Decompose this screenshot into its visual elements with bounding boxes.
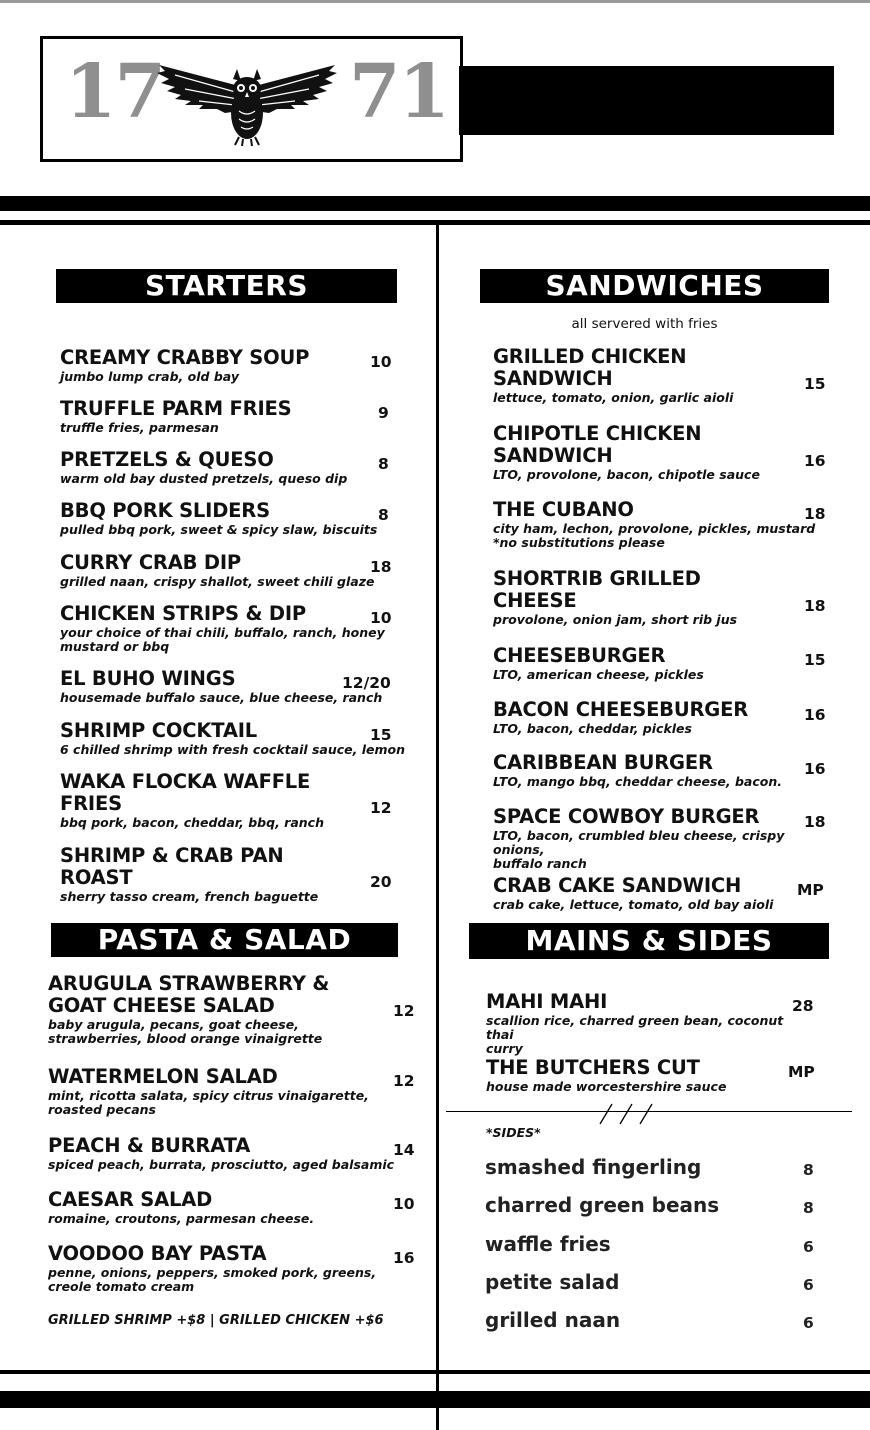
- item-price: 8: [378, 506, 389, 524]
- slash-ornament-icon: [596, 1102, 666, 1126]
- item-name: TRUFFLE PARM FRIES: [60, 397, 292, 420]
- item-description: grilled naan, crispy shallot, sweet chili glaze: [60, 574, 375, 589]
- item-price: 28: [792, 997, 814, 1015]
- menu-item: [60, 552, 420, 589]
- item-name: CURRY CRAB DIP: [60, 551, 242, 574]
- item-description: truffle fries, parmesan: [60, 420, 219, 435]
- item-name: CARIBBEAN BURGER: [493, 751, 713, 774]
- item-name: THE BUTCHERS CUT: [486, 1056, 700, 1079]
- item-description: sherry tasso cream, french baguette: [60, 889, 319, 904]
- menu-item: [60, 398, 420, 435]
- item-description: pulled bbq pork, sweet & spicy slaw, biscuits: [60, 522, 378, 537]
- side-item-name: grilled naan: [485, 1308, 621, 1332]
- item-price: MP: [797, 881, 824, 899]
- item-description: romaine, croutons, parmesan cheese.: [48, 1211, 315, 1226]
- sides-label: *SIDES*: [486, 1125, 541, 1140]
- menu-item: [493, 499, 823, 550]
- menu-item: [493, 875, 813, 912]
- item-description: LTO, provolone, bacon, chipotle sauce: [493, 467, 760, 482]
- item-price: 12: [370, 799, 392, 817]
- section-header-sandwiches: SANDWICHES: [480, 269, 829, 303]
- footer-rule-thin: [0, 1370, 870, 1374]
- item-name: CAESAR SALAD: [48, 1188, 213, 1211]
- header-rule-thick: [0, 196, 870, 211]
- side-item-price: 6: [803, 1314, 814, 1332]
- menu-item: [60, 603, 420, 654]
- item-price: 16: [804, 760, 826, 778]
- menu-item: [493, 423, 823, 482]
- item-price: 18: [804, 597, 826, 615]
- item-description: spiced peach, burrata, prosciutto, aged balsamic: [48, 1157, 395, 1172]
- item-name: MAHI MAHI: [486, 990, 608, 1013]
- item-description: mint, ricotta salata, spicy citrus vinaigarette, roasted pecans: [48, 1088, 369, 1117]
- item-price: 10: [393, 1195, 415, 1213]
- top-edge-line: [0, 0, 870, 3]
- item-description: LTO, bacon, crumbled bleu cheese, crispy onions, buffalo ranch: [493, 828, 785, 871]
- item-description: LTO, american cheese, pickles: [493, 667, 704, 682]
- item-description: house made worcestershire sauce: [486, 1079, 727, 1094]
- item-description: penne, onions, peppers, smoked pork, greens, creole tomato cream: [48, 1265, 377, 1294]
- item-name: SHRIMP COCKTAIL: [60, 719, 257, 742]
- item-description: lettuce, tomato, onion, garlic aioli: [493, 390, 734, 405]
- item-name: PEACH & BURRATA: [48, 1134, 251, 1157]
- item-name: PRETZELS & QUESO: [60, 448, 274, 471]
- item-price: 18: [804, 813, 826, 831]
- menu-item: [60, 500, 420, 537]
- item-name: CRAB CAKE SANDWICH: [493, 874, 742, 897]
- item-price: 16: [393, 1249, 415, 1267]
- menu-item: [48, 1243, 398, 1294]
- side-item-name: waffle fries: [485, 1232, 611, 1256]
- side-item-name: charred green beans: [485, 1193, 720, 1217]
- logo-number-right: 71: [349, 49, 448, 135]
- menu-item: [48, 1135, 418, 1172]
- item-price: 18: [804, 505, 826, 523]
- item-description: housemade buffalo sauce, blue cheese, ranch: [60, 690, 383, 705]
- logo-number-left: 17: [65, 49, 164, 135]
- menu-item: [60, 845, 420, 904]
- sandwiches-note: all servered with fries: [571, 316, 718, 332]
- item-price: 15: [804, 651, 826, 669]
- section-header-starters: STARTERS: [56, 269, 397, 303]
- menu-item: [486, 991, 806, 1056]
- item-price: 10: [370, 353, 392, 371]
- item-description: jumbo lump crab, old bay: [60, 369, 239, 384]
- item-name: SHORTRIB GRILLED CHEESE: [493, 567, 701, 612]
- column-divider: [436, 224, 439, 1430]
- item-name: WAKA FLOCKA WAFFLE FRIES: [60, 770, 311, 815]
- item-name: VOODOO BAY PASTA: [48, 1242, 267, 1265]
- item-price: 10: [370, 609, 392, 627]
- menu-item: [60, 771, 420, 830]
- item-name: GRILLED CHICKEN SANDWICH: [493, 345, 687, 390]
- logo: [40, 36, 463, 162]
- header-banner: [459, 66, 834, 135]
- item-price: 20: [370, 873, 392, 891]
- item-description: city ham, lechon, provolone, pickles, mustard *no substitutions please: [493, 521, 816, 550]
- item-description: bbq pork, bacon, cheddar, bbq, ranch: [60, 815, 324, 830]
- side-item-price: 8: [803, 1199, 814, 1217]
- item-name: SPACE COWBOY BURGER: [493, 805, 760, 828]
- menu-item: [493, 346, 823, 405]
- footer-rule-thick: [0, 1391, 870, 1408]
- item-description: your choice of thai chili, buffalo, ranch, honey mustard or bbq: [60, 625, 385, 654]
- item-name: THE CUBANO: [493, 498, 634, 521]
- item-name: CREAMY CRABBY SOUP: [60, 346, 310, 369]
- section-header-pasta-salad: PASTA & SALAD: [51, 923, 398, 957]
- section-header-mains-sides: MAINS & SIDES: [469, 923, 829, 959]
- menu-item: [493, 568, 823, 627]
- side-item-name: petite salad: [485, 1270, 620, 1294]
- item-price: 16: [804, 706, 826, 724]
- item-name: SHRIMP & CRAB PAN ROAST: [60, 844, 284, 889]
- owl-icon: [155, 55, 339, 147]
- side-item-price: 8: [803, 1161, 814, 1179]
- menu-item: [60, 449, 420, 486]
- item-name: WATERMELON SALAD: [48, 1065, 278, 1088]
- item-name: BACON CHEESEBURGER: [493, 698, 749, 721]
- menu-item: [486, 1057, 806, 1094]
- menu-item: [48, 1066, 398, 1117]
- item-price: MP: [788, 1063, 815, 1081]
- item-price: 15: [370, 726, 392, 744]
- header-rule-thin: [0, 220, 870, 225]
- item-description: scallion rice, charred green bean, coconut thai curry: [486, 1013, 784, 1056]
- menu-item: [60, 720, 420, 757]
- item-description: provolone, onion jam, short rib jus: [493, 612, 738, 627]
- item-price: 8: [378, 455, 389, 473]
- item-description: LTO, bacon, cheddar, pickles: [493, 721, 692, 736]
- side-item-name: smashed fingerling: [485, 1155, 702, 1179]
- side-item-price: 6: [803, 1276, 814, 1294]
- item-name: CHEESEBURGER: [493, 644, 666, 667]
- item-name: CHICKEN STRIPS & DIP: [60, 602, 307, 625]
- item-price: 16: [804, 452, 826, 470]
- item-name: EL BUHO WINGS: [60, 667, 236, 690]
- item-description: crab cake, lettuce, tomato, old bay aioli: [493, 897, 774, 912]
- item-name: CHIPOTLE CHICKEN SANDWICH: [493, 422, 702, 467]
- item-description: baby arugula, pecans, goat cheese, strawberries, blood orange vinaigrette: [48, 1017, 323, 1046]
- side-item-price: 6: [803, 1238, 814, 1256]
- menu-item: [48, 1189, 398, 1226]
- item-name: BBQ PORK SLIDERS: [60, 499, 270, 522]
- item-price: 18: [370, 558, 392, 576]
- menu-item: [493, 699, 823, 736]
- pasta-addon-note: GRILLED SHRIMP +$8 | GRILLED CHICKEN +$6: [48, 1313, 384, 1328]
- item-price: 12: [393, 1072, 415, 1090]
- item-price: 14: [393, 1141, 415, 1159]
- item-price: 15: [804, 375, 826, 393]
- menu-item: [493, 752, 823, 789]
- item-price: 12: [393, 1002, 415, 1020]
- item-description: LTO, mango bbq, cheddar cheese, bacon.: [493, 774, 783, 789]
- menu-item: [48, 973, 398, 1046]
- item-price: 9: [378, 404, 389, 422]
- item-name: ARUGULA STRAWBERRY & GOAT CHEESE SALAD: [48, 972, 330, 1017]
- menu-item: [60, 347, 420, 384]
- item-description: warm old bay dusted pretzels, queso dip: [60, 471, 348, 486]
- item-price: 12/20: [342, 674, 391, 692]
- menu-item: [493, 806, 833, 871]
- menu-item: [493, 645, 823, 682]
- item-description: 6 chilled shrimp with fresh cocktail sauce, lemon: [60, 742, 406, 757]
